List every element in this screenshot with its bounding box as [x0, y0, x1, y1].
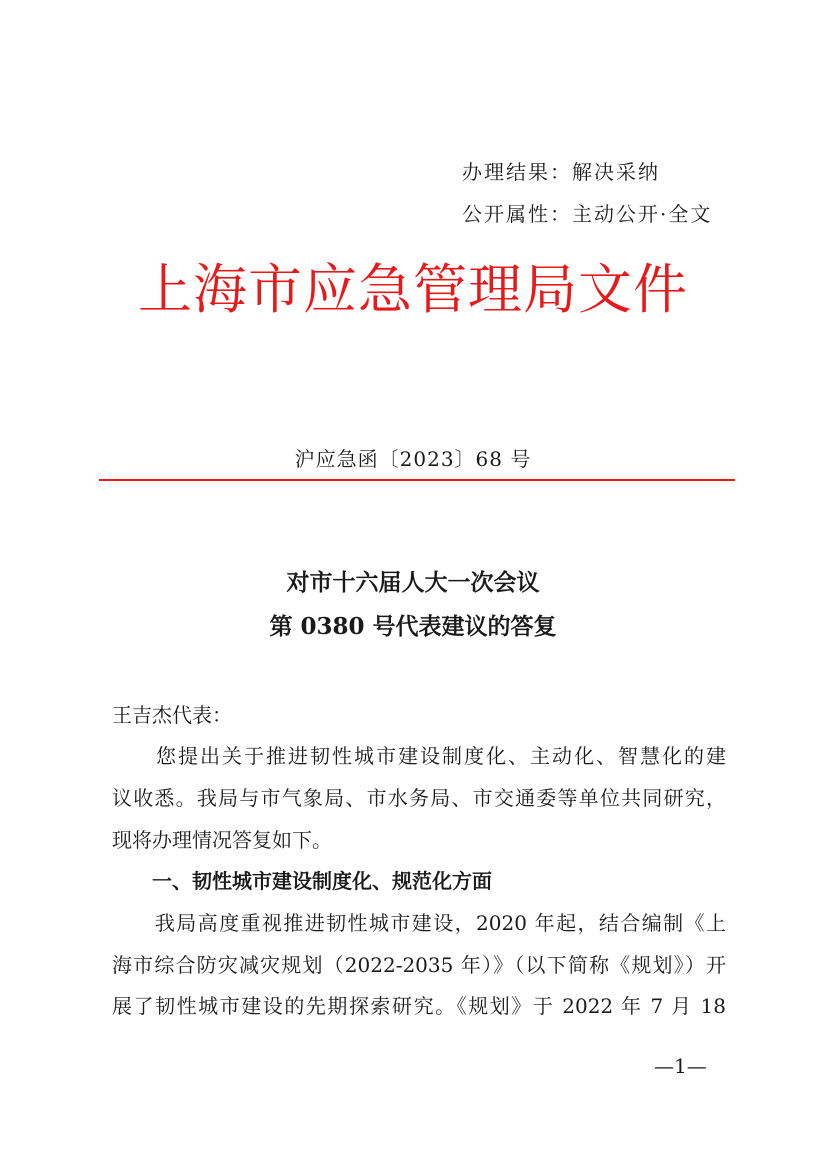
paragraph-1-line-2: 议收悉。我局与市气象局、市水务局、市交通委等单位共同研究，: [112, 786, 726, 810]
paragraph-2-line-3: 展了韧性城市建设的先期探索研究。《规划》于 2022 年 7 月 18: [112, 994, 726, 1018]
paragraph-2-line-1: 我局高度重视推进韧性城市建设，2020 年起，结合编制《上: [112, 911, 726, 935]
paragraph-1-line-3: 现将办理情况答复如下。: [112, 828, 332, 852]
paragraph-1-line-1: 您提出关于推进韧性城市建设制度化、主动化、智慧化的建: [112, 744, 726, 768]
paragraph-2-line-2: 海市综合防灾减灾规划（2022-2035 年）》（以下简称《规划》）开: [112, 953, 726, 977]
disclosure-attribute: 公开属性：主动公开·全文: [462, 202, 713, 226]
page-number: —1—: [654, 1054, 707, 1078]
document-title-line-2: 第 0380 号代表建议的答复: [269, 613, 557, 640]
issuing-org-header: 上海市应急管理局文件: [138, 258, 688, 321]
document-title-line-1: 对市十六届人大一次会议: [286, 569, 540, 596]
document-number: 沪应急函〔2023〕68 号: [294, 447, 532, 471]
salutation: 王吉杰代表：: [112, 703, 232, 727]
header-divider: [99, 479, 735, 481]
section-1-heading: 一、韧性城市建设制度化、规范化方面: [112, 869, 492, 893]
handling-result: 办理结果：解决采纳: [462, 160, 660, 184]
